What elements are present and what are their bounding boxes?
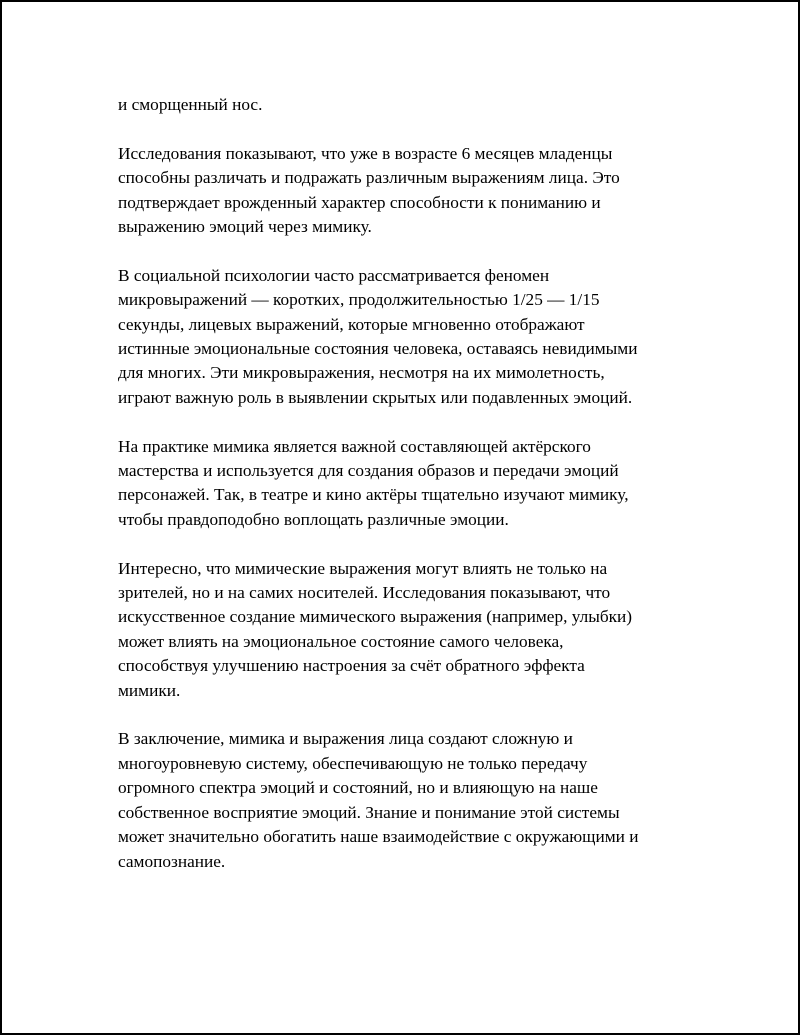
paragraph [118, 142, 698, 240]
text-line: Интересно, что мимические выражения могут влиять не только на [118, 558, 608, 578]
text-line: подтверждает врожденный характер способности к пониманию и [118, 192, 601, 212]
text-line: способны различать и подражать различным выражениям лица. Это [118, 168, 620, 188]
text-line: собственное восприятие эмоций. Знание и понимание этой системы [118, 802, 620, 822]
text-line: многоуровневую систему, обеспечивающую не только передачу [118, 753, 588, 773]
text-line: и сморщенный нос. [118, 95, 263, 114]
text-line: персонажей. Так, в театре и кино актёры тщательно изучают мимику, [118, 485, 629, 505]
document-body [118, 93, 698, 898]
paragraph [118, 264, 698, 410]
text-line: зрителей, но и на самих носителей. Исследования показывают, что [118, 583, 611, 603]
text-line: может значительно обогатить наше взаимодействие с окружающими и [118, 827, 639, 847]
text-line: может влиять на эмоциональное состояние самого человека, [118, 631, 564, 651]
text-line: чтобы правдоподобно воплощать различные эмоции. [118, 509, 509, 529]
text-line: выражению эмоций через мимику. [118, 217, 372, 237]
text-line: для многих. Эти микровыражения, несмотря на их мимолетность, [118, 363, 605, 383]
text-line: истинные эмоциональные состояния человека, оставаясь невидимыми [118, 339, 638, 359]
text-line: самопознание. [118, 851, 226, 871]
text-line: На практике мимика является важной составляющей актёрского [118, 436, 591, 456]
text-line: микровыражений — коротких, продолжительностью 1/25 — 1/15 [118, 290, 600, 310]
text-line: огромного спектра эмоций и состояний, но и влияющую на наше [118, 778, 598, 798]
paragraph [118, 93, 698, 117]
text-line: способствуя улучшению настроения за счёт обратного эффекта [118, 656, 585, 676]
text-line: В социальной психологии часто рассматривается феномен [118, 265, 550, 285]
text-line: искусственное создание мимического выражения (например, улыбки) [118, 607, 633, 627]
text-line: мастерства и используется для создания образов и передачи эмоций [118, 461, 619, 481]
paragraph [118, 557, 698, 703]
text-line: Исследования показывают, что уже в возрасте 6 месяцев младенцы [118, 143, 613, 163]
text-line: секунды, лицевых выражений, которые мгновенно отображают [118, 314, 585, 334]
text-line: мимики. [118, 680, 181, 700]
paragraph [118, 435, 698, 533]
text-line: В заключение, мимика и выражения лица создают сложную и [118, 729, 573, 749]
paragraph [118, 727, 698, 873]
text-line: играют важную роль в выявлении скрытых или подавленных эмоций. [118, 387, 633, 407]
